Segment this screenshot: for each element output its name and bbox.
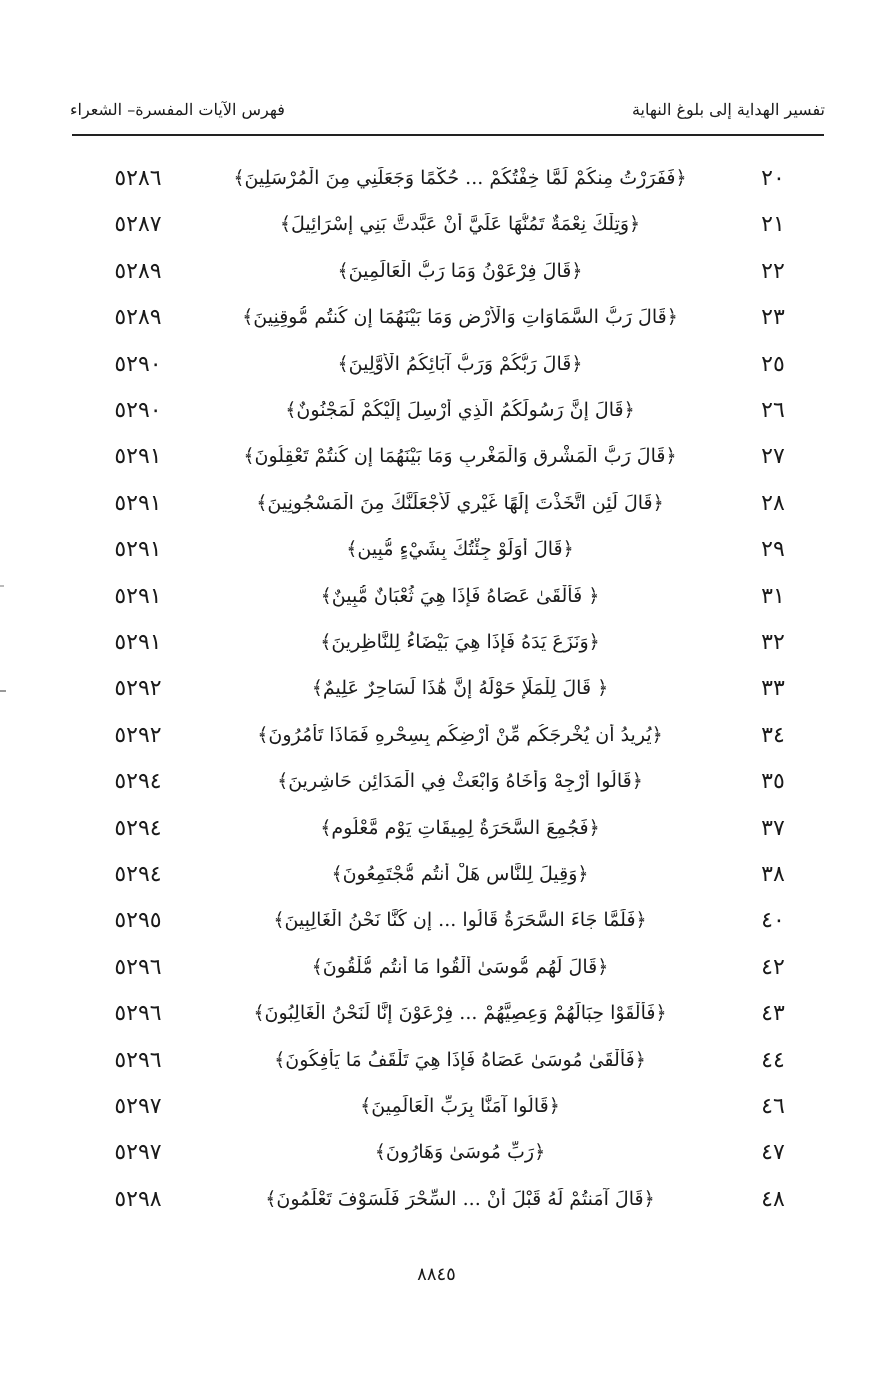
verse-number: ٤٤ [761,1047,785,1073]
verse-number: ٢٢ [761,258,785,284]
verse-text: ﴿قَالَ لَئِنِ اتَّخَذْتَ إِلَٰهًا غَيْرِي لَأَجْعَلَنَّكَ مِنَ الْمَسْجُونِينَ﴾ [256,491,664,514]
verse-text: ﴿قَالُوا آمَنَّا بِرَبِّ الْعَالَمِينَ﴾ [360,1095,560,1117]
verse-number: ٢٠ [761,166,785,191]
verse-text: ﴿قَالَ لَهُم مُّوسَىٰ أَلْقُوا مَا أَنتُم مُّلْقُونَ﴾ [311,955,609,978]
table-row [0,206,873,250]
verse-number: ٤٧ [761,1140,785,1166]
table-row [0,346,873,390]
page-reference: ٥٢٨٩ [114,258,162,284]
table-row [0,253,873,297]
page-reference: ٥٢٩٤ [114,862,162,887]
page-reference: ٥٢٨٧ [114,212,162,238]
verse-text: ﴿قَالَ رَبُّكُمْ وَرَبُّ آبَائِكُمُ الْأَوَّلِينَ﴾ [337,352,583,375]
table-row [0,856,873,900]
page-reference: ٥٢٨٦ [114,166,162,191]
verse-text: ﴿رَبِّ مُوسَىٰ وَهَارُونَ﴾ [374,1141,546,1164]
verse-text: ﴿قَالَ آمَنتُمْ لَهُ قَبْلَ أَنْ ... السِّحْرَ فَلَسَوْفَ تَعْلَمُونَ﴾ [265,1187,655,1210]
page-reference: ٥٢٩٦ [114,1047,162,1073]
verse-number: ٢١ [761,212,785,238]
page-reference: ٥٢٩١ [114,537,162,563]
page-reference: ٥٢٩٥ [114,908,162,934]
page-reference: ٥٢٩١ [114,490,162,516]
page-reference: ٥٢٩١ [114,444,162,470]
verse-text: ﴿قَالَ رَبُّ السَّمَاوَاتِ وَالْأَرْضِ وَمَا بَيْنَهُمَا إِن كُنتُم مُّوقِنِينَ﴾ [242,306,678,329]
verse-number: ٣٥ [761,769,785,795]
margin-mark [0,690,6,692]
page-reference: ٥٢٩٦ [114,954,162,980]
table-row [0,624,873,668]
table-row [0,1042,873,1086]
table-row [0,578,873,622]
verse-text: ﴿يُرِيدُ أَن يُخْرِجَكُم مِّنْ أَرْضِكُم بِسِحْرِهِ فَمَاذَا تَأْمُرُونَ﴾ [257,723,663,746]
page-number: ٨٨٤٥ [417,1264,456,1285]
verse-text: ﴿ فَأَلْقَىٰ عَصَاهُ فَإِذَا هِيَ ثُعْبَانٌ مُّبِينٌ﴾ [320,584,600,607]
verse-number: ٤٦ [761,1094,785,1119]
verse-number: ٤٢ [761,954,785,980]
verse-number: ٣٨ [761,862,785,887]
table-row [0,531,873,575]
table-row [0,810,873,854]
verse-number: ٣٣ [761,676,785,702]
running-header [70,100,825,130]
verse-number: ٣٧ [761,815,785,841]
verse-number: ٣٤ [761,722,785,748]
table-row [0,1088,873,1132]
page-reference: ٥٢٩٢ [114,722,162,748]
verse-text: ﴿فَفَرَرْتُ مِنكُمْ لَمَّا خِفْتُكُمْ ... حُكْمًا وَجَعَلَنِي مِنَ الْمُرْسَلِينَ﴾ [233,167,687,189]
margin-mark [0,585,4,587]
page-reference: ٥٢٩٧ [114,1094,162,1119]
page-reference: ٥٢٩٤ [114,769,162,795]
verse-text: ﴿ قَالَ لِلْمَلَإِ حَوْلَهُ إِنَّ هَٰذَا لَسَاحِرٌ عَلِيمٌ﴾ [311,677,609,700]
page-reference: ٥٢٩٠ [114,351,162,377]
table-row [0,717,873,761]
table-row [0,949,873,993]
table-row [0,392,873,436]
verse-text: ﴿وَتِلْكَ نِعْمَةٌ تَمُنُّهَا عَلَيَّ أَنْ عَبَّدتَّ بَنِي إِسْرَائِيلَ﴾ [279,213,641,236]
verse-text: ﴿فَأَلْقَىٰ مُوسَىٰ عَصَاهُ فَإِذَا هِيَ تَلْقَفُ مَا يَأْفِكُونَ﴾ [274,1048,646,1071]
table-row [0,763,873,807]
table-row [0,1181,873,1225]
table-row [0,1134,873,1178]
section-title: فهرس الآيات المفسرة– الشعراء [70,100,285,119]
verse-number: ٢٩ [761,537,785,563]
table-row [0,485,873,529]
verse-number: ٤٣ [761,1001,785,1027]
page-reference: ٥٢٩٧ [114,1140,162,1166]
table-row [0,438,873,482]
verse-text: ﴿فَأَلْقَوْا حِبَالَهُمْ وَعِصِيَّهُمْ ... فِرْعَوْنَ إِنَّا لَنَحْنُ الْغَالِبُونَ﴾ [253,1002,667,1025]
verse-text: ﴿فَجُمِعَ السَّحَرَةُ لِمِيقَاتِ يَوْمٍ مَّعْلُومٍ﴾ [320,816,600,839]
verse-number: ٤٠ [761,908,785,934]
table-row [0,902,873,946]
page-reference: ٥٢٨٩ [114,305,162,331]
verse-number: ٣٢ [761,630,785,655]
verse-text: ﴿وَنَزَعَ يَدَهُ فَإِذَا هِيَ بَيْضَاءُ لِلنَّاظِرِينَ﴾ [320,631,600,653]
page-reference: ٥٢٩٦ [114,1001,162,1027]
page-reference: ٥٢٩١ [114,630,162,655]
verse-text: ﴿قَالَ فِرْعَوْنُ وَمَا رَبُّ الْعَالَمِينَ﴾ [337,259,583,282]
verse-number: ٢٣ [761,305,785,331]
table-row [0,160,873,204]
verse-text: ﴿فَلَمَّا جَاءَ السَّحَرَةُ قَالُوا ... إِن كُنَّا نَحْنُ الْغَالِبِينَ﴾ [273,909,647,932]
verse-number: ٢٧ [761,444,785,470]
verse-number: ٢٥ [761,351,785,377]
verse-text: ﴿وَقِيلَ لِلنَّاسِ هَلْ أَنتُم مُّجْتَمِعُونَ﴾ [331,863,589,885]
verse-text: ﴿قَالَ أَوَلَوْ جِئْتُكَ بِشَيْءٍ مُّبِينٍ﴾ [346,538,574,561]
page-reference: ٥٢٩٤ [114,815,162,841]
verse-text: ﴿قَالَ رَبُّ الْمَشْرِقِ وَالْمَغْرِبِ وَمَا بَيْنَهُمَا إِن كُنتُمْ تَعْقِلُونَ﴾ [243,445,677,468]
table-row [0,299,873,343]
verse-number: ٢٨ [761,490,785,516]
header-divider [72,134,824,136]
verse-number: ٢٦ [761,398,785,423]
book-title: تفسير الهداية إلى بلوغ النهاية [631,100,825,119]
verse-number: ٤٨ [761,1186,785,1212]
verse-text: ﴿قَالُوا أَرْجِهْ وَأَخَاهُ وَابْعَثْ فِي الْمَدَائِنِ حَاشِرِينَ﴾ [277,770,643,793]
page-reference: ٥٢٩١ [114,583,162,609]
table-row [0,670,873,714]
table-row [0,995,873,1039]
verse-text: ﴿قَالَ إِنَّ رَسُولَكُمُ الَّذِي أُرْسِلَ إِلَيْكُمْ لَمَجْنُونٌ﴾ [285,399,635,421]
verse-number: ٣١ [761,583,785,609]
page-reference: ٥٢٩٠ [114,398,162,423]
page-reference: ٥٢٩٨ [114,1186,162,1212]
page-reference: ٥٢٩٢ [114,676,162,702]
